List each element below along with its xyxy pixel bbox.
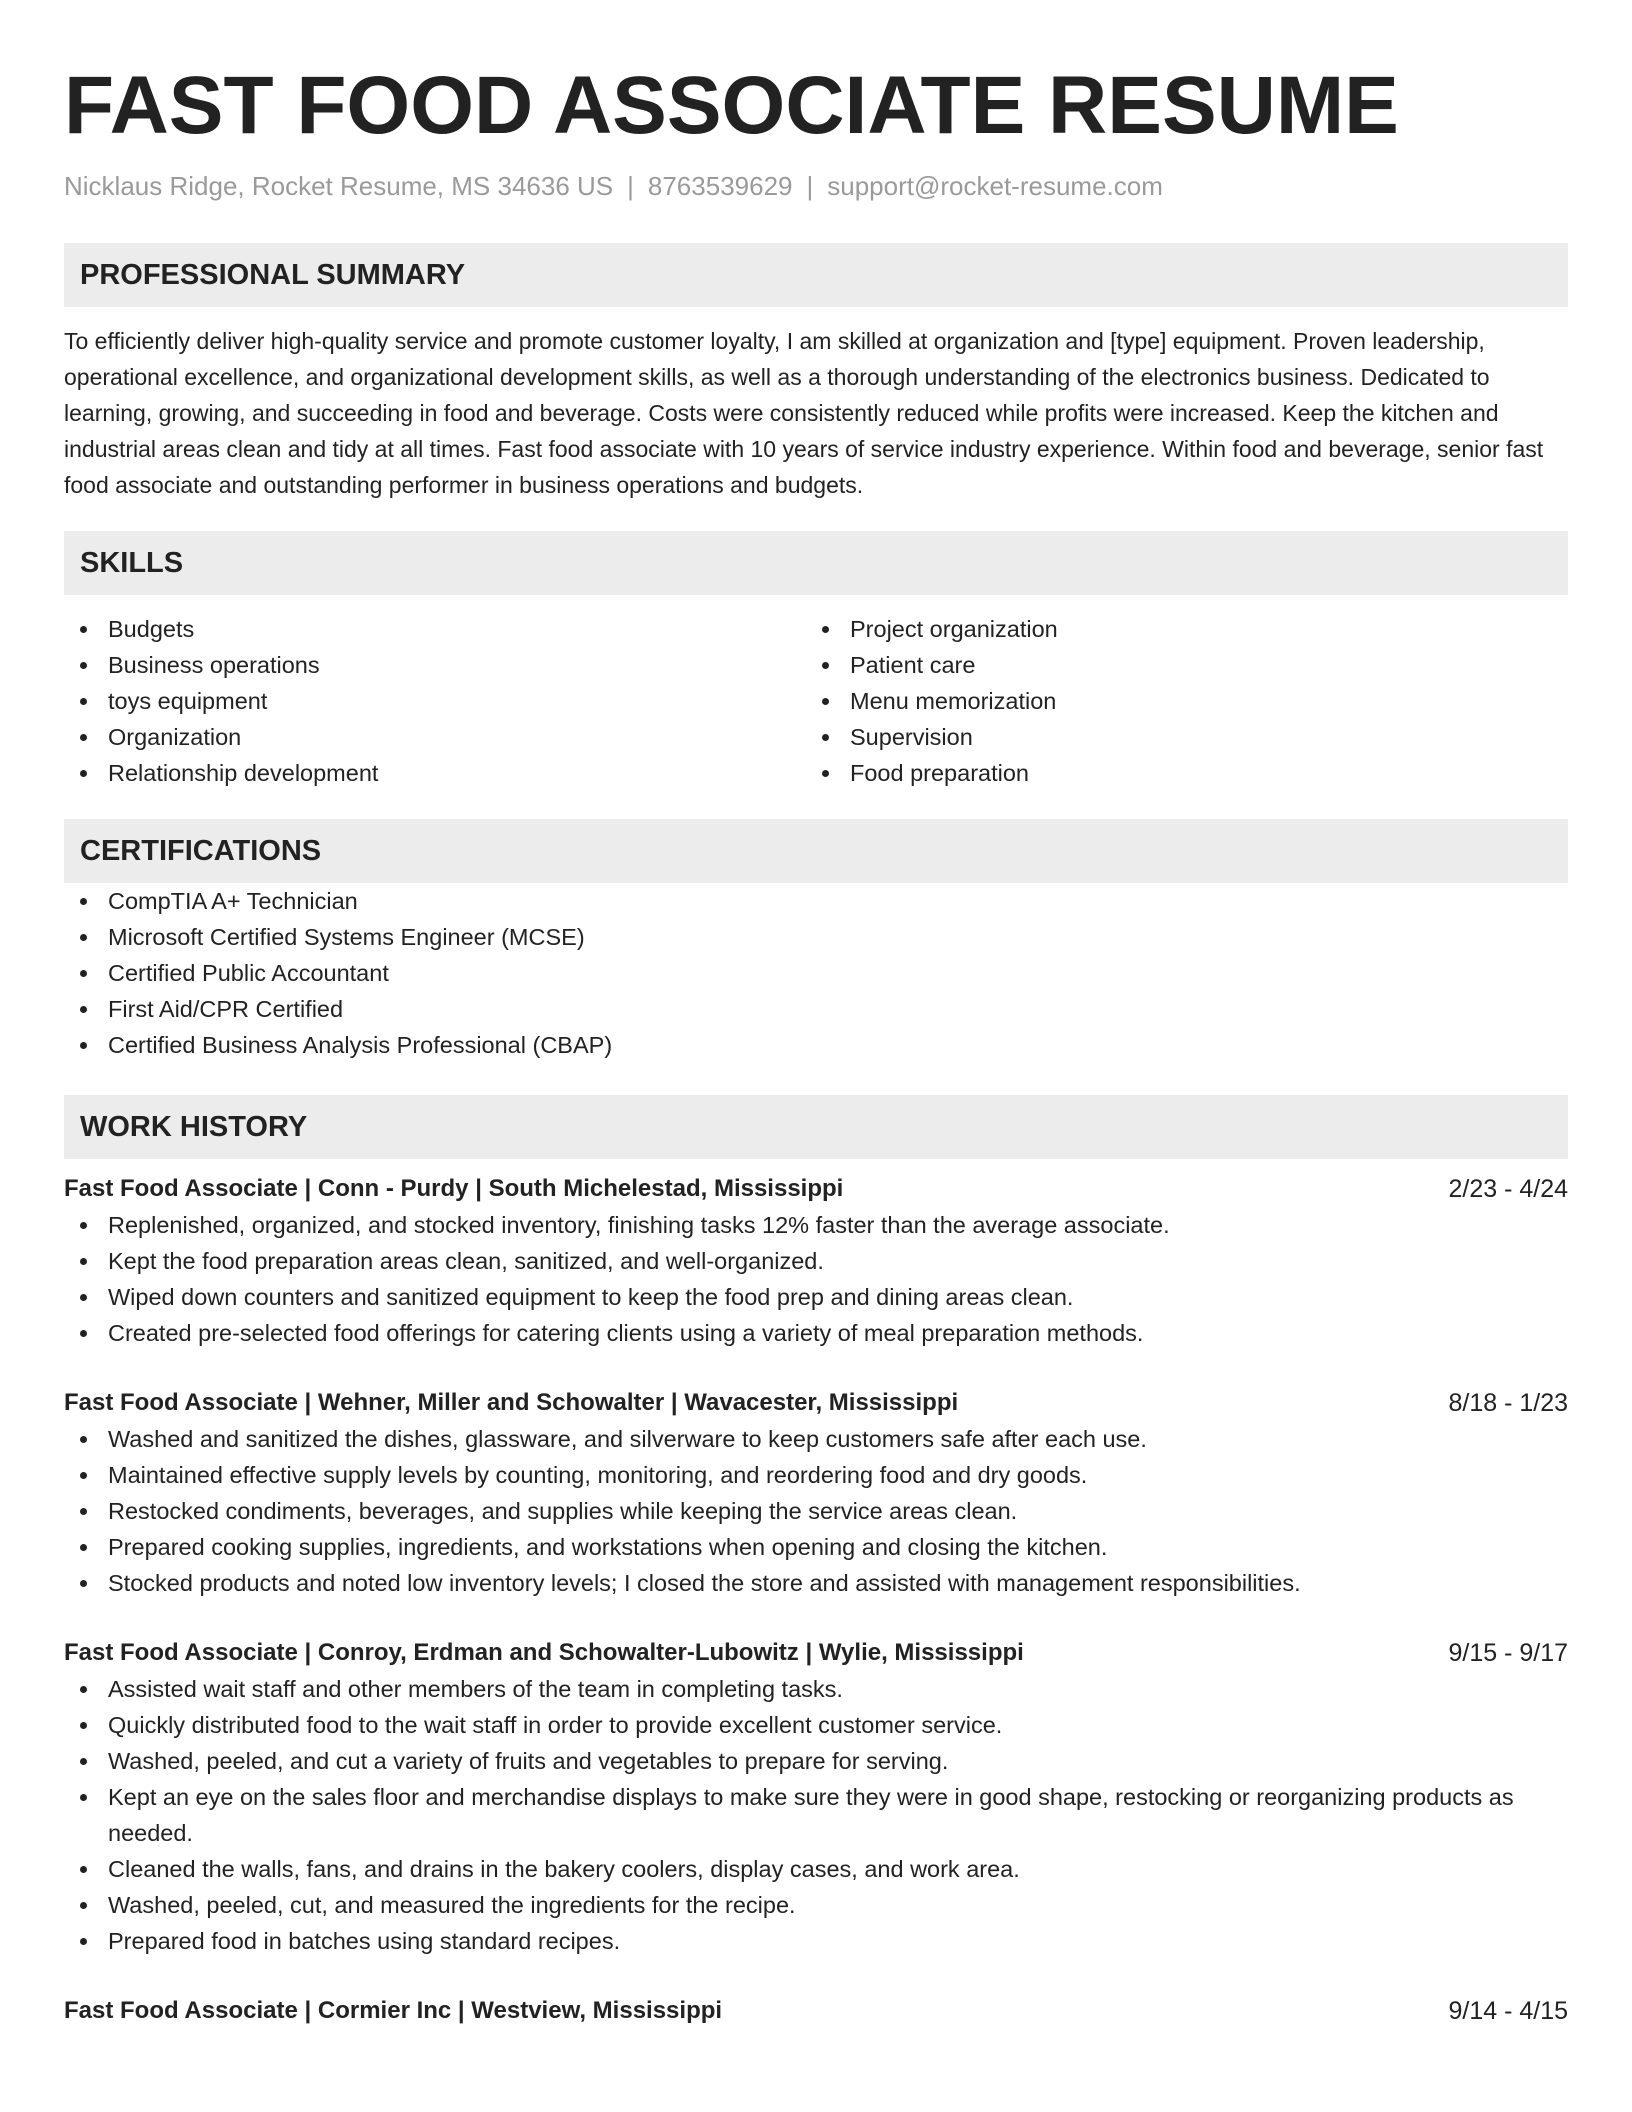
skill-item: Project organization bbox=[806, 611, 1548, 647]
skill-item: Supervision bbox=[806, 719, 1548, 755]
certification-item: Certified Business Analysis Professional (CBAP) bbox=[64, 1027, 1568, 1063]
certification-item: Certified Public Accountant bbox=[64, 955, 1568, 991]
contact-address: Nicklaus Ridge, Rocket Resume, MS 34636 US bbox=[64, 171, 614, 201]
contact-email: support@rocket-resume.com bbox=[827, 171, 1163, 201]
skill-item: Budgets bbox=[64, 611, 806, 647]
job-duties bbox=[64, 1207, 1568, 1351]
contact-separator: | bbox=[806, 171, 814, 201]
job-entry bbox=[64, 1385, 1568, 1601]
job-duty: Replenished, organized, and stocked inventory, finishing tasks 12% faster than the average associate. bbox=[64, 1207, 1568, 1243]
job-duty: Created pre-selected food offerings for catering clients using a variety of meal preparation methods. bbox=[64, 1315, 1568, 1351]
skill-item: toys equipment bbox=[64, 683, 806, 719]
skill-item: Food preparation bbox=[806, 755, 1548, 791]
job-duty: Maintained effective supply levels by counting, monitoring, and reordering food and dry goods. bbox=[64, 1457, 1568, 1493]
certification-item: Microsoft Certified Systems Engineer (MCSE) bbox=[64, 919, 1568, 955]
job-dates: 8/18 - 1/23 bbox=[1448, 1389, 1568, 1417]
contact-phone: 8763539629 bbox=[647, 171, 793, 201]
summary-text: To efficiently deliver high-quality service and promote customer loyalty, I am skilled at organization and [type] equipment. Proven leadership, operational excellence, and organizational development skills, as well as a thorough understanding of the electronics business. Dedicated to learning, growing, and succeeding in food and beverage. Costs were consistently reduced while profits were increased. Keep the kitchen and industrial areas clean and tidy at all times. Fast food associate with 10 years of service industry experience. Within food and beverage, senior fast food associate and outstanding performer in business operations and budgets. bbox=[64, 328, 1544, 498]
job-entry bbox=[64, 1635, 1568, 1959]
job-title: Fast Food Associate | Wehner, Miller and Schowalter | Wavacester, Mississippi bbox=[64, 1389, 959, 1416]
job-dates: 2/23 - 4/24 bbox=[1448, 1175, 1568, 1203]
skill-item: Organization bbox=[64, 719, 806, 755]
skills-column-left bbox=[64, 611, 806, 791]
job-duty: Assisted wait staff and other members of the team in completing tasks. bbox=[64, 1671, 1568, 1707]
job-duty: Quickly distributed food to the wait staff in order to provide excellent customer service. bbox=[64, 1707, 1568, 1743]
job-header bbox=[64, 1635, 1568, 1671]
job-duties bbox=[64, 1671, 1568, 1959]
resume-title: FAST FOOD ASSOCIATE RESUME bbox=[64, 60, 1399, 151]
job-duty: Kept the food preparation areas clean, sanitized, and well-organized. bbox=[64, 1243, 1568, 1279]
certification-item: CompTIA A+ Technician bbox=[64, 883, 1568, 919]
skills-list bbox=[64, 611, 1568, 791]
section-heading-work-history: WORK HISTORY bbox=[64, 1095, 1568, 1159]
job-title: Fast Food Associate | Conroy, Erdman and Schowalter-Lubowitz | Wylie, Mississippi bbox=[64, 1639, 1024, 1666]
job-duty: Wiped down counters and sanitized equipment to keep the food prep and dining areas clean. bbox=[64, 1279, 1568, 1315]
skill-item: Patient care bbox=[806, 647, 1548, 683]
section-heading-skills: SKILLS bbox=[64, 531, 1568, 595]
job-duty: Stocked products and noted low inventory levels; I closed the store and assisted with management responsibilities. bbox=[64, 1565, 1568, 1601]
job-duty: Washed, peeled, and cut a variety of fruits and vegetables to prepare for serving. bbox=[64, 1743, 1568, 1779]
job-header bbox=[64, 1171, 1568, 1207]
section-heading-certifications: CERTIFICATIONS bbox=[64, 819, 1568, 883]
skill-item: Relationship development bbox=[64, 755, 806, 791]
resume-page bbox=[64, 0, 1568, 2029]
certification-item: First Aid/CPR Certified bbox=[64, 991, 1568, 1027]
job-duty: Restocked condiments, beverages, and supplies while keeping the service areas clean. bbox=[64, 1493, 1568, 1529]
job-duty: Cleaned the walls, fans, and drains in the bakery coolers, display cases, and work area. bbox=[64, 1851, 1568, 1887]
job-title: Fast Food Associate | Conn - Purdy | South Michelestad, Mississippi bbox=[64, 1175, 844, 1202]
job-duty: Prepared cooking supplies, ingredients, and workstations when opening and closing the kitchen. bbox=[64, 1529, 1568, 1565]
job-header bbox=[64, 1385, 1568, 1421]
job-entry bbox=[64, 1171, 1568, 1351]
contact-line bbox=[64, 168, 1568, 204]
skills-column-right bbox=[806, 611, 1548, 791]
certifications-list bbox=[64, 883, 1568, 1063]
job-dates: 9/15 - 9/17 bbox=[1448, 1639, 1568, 1667]
job-title: Fast Food Associate | Cormier Inc | Westview, Mississippi bbox=[64, 1997, 723, 2024]
job-duty: Prepared food in batches using standard recipes. bbox=[64, 1923, 1568, 1959]
section-heading-summary: PROFESSIONAL SUMMARY bbox=[64, 243, 1568, 307]
skill-item: Business operations bbox=[64, 647, 806, 683]
job-duty: Washed and sanitized the dishes, glassware, and silverware to keep customers safe after each use. bbox=[64, 1421, 1568, 1457]
job-duty: Washed, peeled, cut, and measured the ingredients for the recipe. bbox=[64, 1887, 1568, 1923]
job-entry bbox=[64, 1993, 1568, 2029]
contact-separator: | bbox=[627, 171, 634, 201]
skill-item: Menu memorization bbox=[806, 683, 1548, 719]
job-header bbox=[64, 1993, 1568, 2029]
job-dates: 9/14 - 4/15 bbox=[1448, 1997, 1568, 2025]
job-duty: Kept an eye on the sales floor and merchandise displays to make sure they were in good shape, restocking or reorganizing products as needed. bbox=[64, 1779, 1568, 1851]
job-duties bbox=[64, 1421, 1568, 1601]
